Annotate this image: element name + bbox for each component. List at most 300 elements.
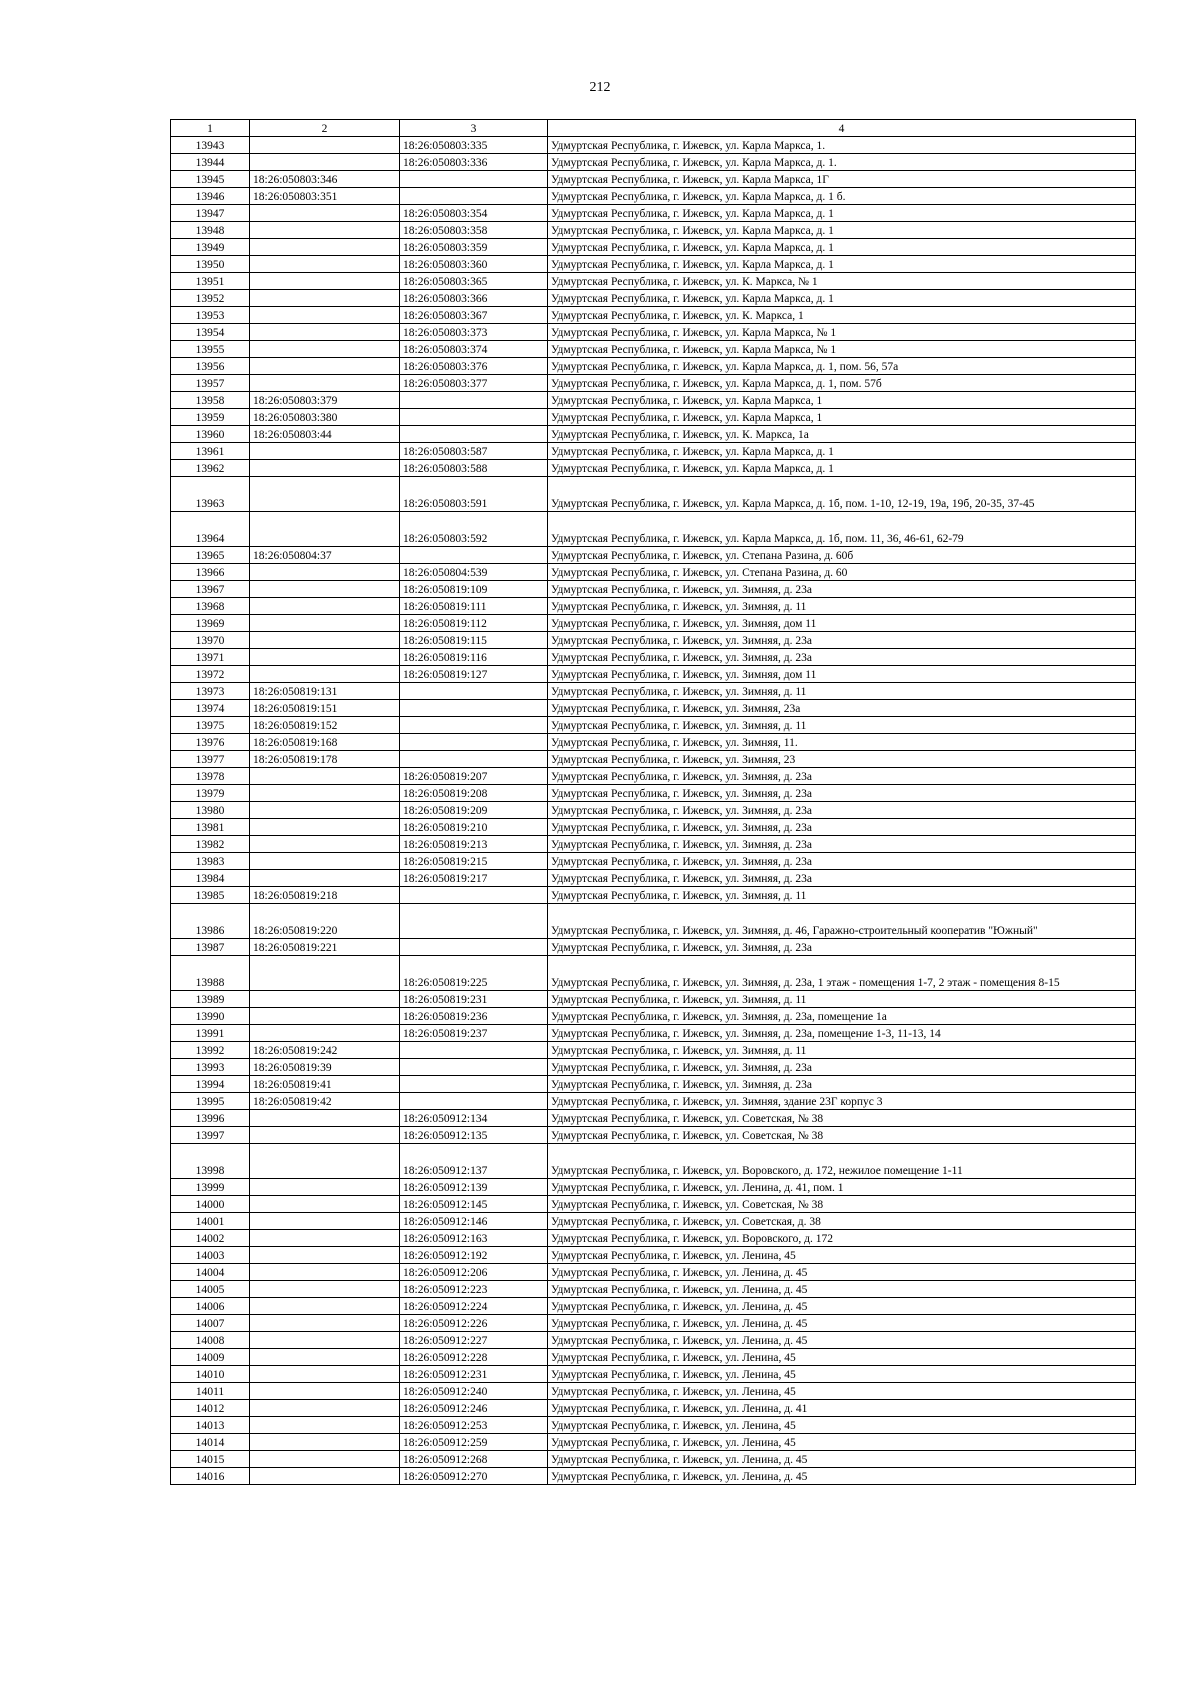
building-cadastral-number-cell xyxy=(400,171,548,188)
row-number-cell: 13961 xyxy=(171,443,250,460)
land-cadastral-number-cell xyxy=(250,991,400,1008)
land-cadastral-number-cell xyxy=(250,137,400,154)
row-number-cell: 13979 xyxy=(171,785,250,802)
table-row xyxy=(171,887,1136,904)
building-cadastral-number-cell: 18:26:050819:111 xyxy=(400,598,548,615)
land-cadastral-number-cell xyxy=(250,341,400,358)
land-cadastral-number-cell xyxy=(250,1451,400,1468)
address-cell: Удмуртская Республика, г. Ижевск, ул. Зимняя, 11. xyxy=(548,734,1136,751)
building-cadastral-number-cell: 18:26:050803:359 xyxy=(400,239,548,256)
address-cell: Удмуртская Республика, г. Ижевск, ул. Карла Маркса, д. 1 xyxy=(548,222,1136,239)
address-cell: Удмуртская Республика, г. Ижевск, ул. Карла Маркса, 1Г xyxy=(548,171,1136,188)
row-number-cell: 14006 xyxy=(171,1298,250,1315)
address-cell: Удмуртская Республика, г. Ижевск, ул. Карла Маркса, д. 1 xyxy=(548,460,1136,477)
table-row xyxy=(171,870,1136,887)
building-cadastral-number-cell: 18:26:050819:213 xyxy=(400,836,548,853)
row-number-cell: 13957 xyxy=(171,375,250,392)
row-number-cell: 13958 xyxy=(171,392,250,409)
land-cadastral-number-cell xyxy=(250,1332,400,1349)
address-cell: Удмуртская Республика, г. Ижевск, ул. К. Маркса, № 1 xyxy=(548,273,1136,290)
address-cell: Удмуртская Республика, г. Ижевск, ул. Степана Разина, д. 60б xyxy=(548,547,1136,564)
building-cadastral-number-cell: 18:26:050819:127 xyxy=(400,666,548,683)
address-cell: Удмуртская Республика, г. Ижевск, ул. Зимняя, д. 23а, помещение 1-3, 11-13, 14 xyxy=(548,1025,1136,1042)
row-number-cell: 13964 xyxy=(171,512,250,547)
address-cell: Удмуртская Республика, г. Ижевск, ул. Зимняя, д. 11 xyxy=(548,683,1136,700)
row-number-cell: 13956 xyxy=(171,358,250,375)
address-cell: Удмуртская Республика, г. Ижевск, ул. Ленина, 45 xyxy=(548,1247,1136,1264)
column-header: 3 xyxy=(400,120,548,137)
address-cell: Удмуртская Республика, г. Ижевск, ул. Зимняя, здание 23Г корпус 3 xyxy=(548,1093,1136,1110)
land-cadastral-number-cell xyxy=(250,836,400,853)
table-row xyxy=(171,154,1136,171)
table-row xyxy=(171,717,1136,734)
row-number-cell: 14014 xyxy=(171,1434,250,1451)
building-cadastral-number-cell: 18:26:050803:587 xyxy=(400,443,548,460)
table-row xyxy=(171,751,1136,768)
table-row xyxy=(171,564,1136,581)
land-cadastral-number-cell xyxy=(250,598,400,615)
table-row xyxy=(171,512,1136,547)
table-row xyxy=(171,256,1136,273)
table-row xyxy=(171,1230,1136,1247)
table-row xyxy=(171,443,1136,460)
building-cadastral-number-cell: 18:26:050912:192 xyxy=(400,1247,548,1264)
building-cadastral-number-cell: 18:26:050804:539 xyxy=(400,564,548,581)
building-cadastral-number-cell: 18:26:050912:224 xyxy=(400,1298,548,1315)
building-cadastral-number-cell: 18:26:050912:231 xyxy=(400,1366,548,1383)
table-row xyxy=(171,477,1136,512)
land-cadastral-number-cell xyxy=(250,1349,400,1366)
land-cadastral-number-cell: 18:26:050819:178 xyxy=(250,751,400,768)
building-cadastral-number-cell: 18:26:050819:210 xyxy=(400,819,548,836)
land-cadastral-number-cell: 18:26:050819:151 xyxy=(250,700,400,717)
building-cadastral-number-cell xyxy=(400,751,548,768)
table-row xyxy=(171,991,1136,1008)
address-cell: Удмуртская Республика, г. Ижевск, ул. Зимняя, д. 11 xyxy=(548,887,1136,904)
row-number-cell: 13948 xyxy=(171,222,250,239)
building-cadastral-number-cell: 18:26:050803:592 xyxy=(400,512,548,547)
building-cadastral-number-cell: 18:26:050803:358 xyxy=(400,222,548,239)
address-cell: Удмуртская Республика, г. Ижевск, ул. Карла Маркса, д. 1 xyxy=(548,290,1136,307)
land-cadastral-number-cell xyxy=(250,1196,400,1213)
address-cell: Удмуртская Республика, г. Ижевск, ул. Ленина, д. 41, пом. 1 xyxy=(548,1179,1136,1196)
building-cadastral-number-cell xyxy=(400,426,548,443)
address-cell: Удмуртская Республика, г. Ижевск, ул. Карла Маркса, д. 1б, пом. 1-10, 12-19, 19а, 19б, 20-35, 37-45 xyxy=(548,477,1136,512)
address-cell: Удмуртская Республика, г. Ижевск, ул. Ленина, д. 45 xyxy=(548,1451,1136,1468)
land-cadastral-number-cell xyxy=(250,477,400,512)
table-row xyxy=(171,1400,1136,1417)
table-row xyxy=(171,1025,1136,1042)
table-row xyxy=(171,1298,1136,1315)
land-cadastral-number-cell: 18:26:050819:41 xyxy=(250,1076,400,1093)
building-cadastral-number-cell: 18:26:050912:134 xyxy=(400,1110,548,1127)
table-row xyxy=(171,1093,1136,1110)
table-row xyxy=(171,1127,1136,1144)
land-cadastral-number-cell xyxy=(250,1008,400,1025)
building-cadastral-number-cell: 18:26:050819:116 xyxy=(400,649,548,666)
land-cadastral-number-cell xyxy=(250,819,400,836)
row-number-cell: 13945 xyxy=(171,171,250,188)
row-number-cell: 13986 xyxy=(171,904,250,939)
land-cadastral-number-cell: 18:26:050819:221 xyxy=(250,939,400,956)
table-row xyxy=(171,324,1136,341)
table-row xyxy=(171,222,1136,239)
table-row xyxy=(171,1213,1136,1230)
building-cadastral-number-cell xyxy=(400,700,548,717)
row-number-cell: 13999 xyxy=(171,1179,250,1196)
land-cadastral-number-cell xyxy=(250,1179,400,1196)
building-cadastral-number-cell: 18:26:050912:228 xyxy=(400,1349,548,1366)
address-cell: Удмуртская Республика, г. Ижевск, ул. Воровского, д. 172 xyxy=(548,1230,1136,1247)
table-row xyxy=(171,290,1136,307)
land-cadastral-number-cell xyxy=(250,1417,400,1434)
building-cadastral-number-cell xyxy=(400,734,548,751)
table-row xyxy=(171,171,1136,188)
land-cadastral-number-cell xyxy=(250,1127,400,1144)
table-row xyxy=(171,239,1136,256)
row-number-cell: 14013 xyxy=(171,1417,250,1434)
building-cadastral-number-cell: 18:26:050819:217 xyxy=(400,870,548,887)
address-cell: Удмуртская Республика, г. Ижевск, ул. Советская, № 38 xyxy=(548,1196,1136,1213)
address-cell: Удмуртская Республика, г. Ижевск, ул. Зимняя, д. 23а xyxy=(548,836,1136,853)
land-cadastral-number-cell xyxy=(250,1144,400,1179)
address-cell: Удмуртская Республика, г. Ижевск, ул. Зимняя, д. 23а xyxy=(548,581,1136,598)
row-number-cell: 13965 xyxy=(171,547,250,564)
address-cell: Удмуртская Республика, г. Ижевск, ул. Воровского, д. 172, нежилое помещение 1-11 xyxy=(548,1144,1136,1179)
land-cadastral-number-cell xyxy=(250,512,400,547)
building-cadastral-number-cell: 18:26:050803:374 xyxy=(400,341,548,358)
table-row xyxy=(171,1315,1136,1332)
address-cell: Удмуртская Республика, г. Ижевск, ул. К. Маркса, 1 xyxy=(548,307,1136,324)
address-cell: Удмуртская Республика, г. Ижевск, ул. Зимняя, д. 23а xyxy=(548,870,1136,887)
table-row xyxy=(171,1417,1136,1434)
land-cadastral-number-cell xyxy=(250,307,400,324)
address-cell: Удмуртская Республика, г. Ижевск, ул. Ленина, 45 xyxy=(548,1366,1136,1383)
table-row xyxy=(171,1008,1136,1025)
land-cadastral-number-cell xyxy=(250,649,400,666)
address-cell: Удмуртская Республика, г. Ижевск, ул. Карла Маркса, д. 1 xyxy=(548,205,1136,222)
building-cadastral-number-cell xyxy=(400,904,548,939)
table-row xyxy=(171,1332,1136,1349)
row-number-cell: 13994 xyxy=(171,1076,250,1093)
address-cell: Удмуртская Республика, г. Ижевск, ул. Карла Маркса, д. 1, пом. 57б xyxy=(548,375,1136,392)
address-cell: Удмуртская Республика, г. Ижевск, ул. Ленина, 45 xyxy=(548,1417,1136,1434)
building-cadastral-number-cell: 18:26:050803:588 xyxy=(400,460,548,477)
building-cadastral-number-cell: 18:26:050819:236 xyxy=(400,1008,548,1025)
building-cadastral-number-cell xyxy=(400,717,548,734)
building-cadastral-number-cell: 18:26:050912:259 xyxy=(400,1434,548,1451)
table-row xyxy=(171,683,1136,700)
address-cell: Удмуртская Республика, г. Ижевск, ул. Зимняя, д. 11 xyxy=(548,717,1136,734)
land-cadastral-number-cell xyxy=(250,802,400,819)
address-cell: Удмуртская Республика, г. Ижевск, ул. Карла Маркса, № 1 xyxy=(548,341,1136,358)
table-row xyxy=(171,1281,1136,1298)
table-row xyxy=(171,1042,1136,1059)
table-body xyxy=(171,137,1136,1485)
building-cadastral-number-cell: 18:26:050819:225 xyxy=(400,956,548,991)
building-cadastral-number-cell xyxy=(400,939,548,956)
building-cadastral-number-cell: 18:26:050912:270 xyxy=(400,1468,548,1485)
address-cell: Удмуртская Республика, г. Ижевск, ул. Зимняя, д. 23а xyxy=(548,819,1136,836)
building-cadastral-number-cell: 18:26:050912:135 xyxy=(400,1127,548,1144)
address-cell: Удмуртская Республика, г. Ижевск, ул. Зимняя, 23а xyxy=(548,700,1136,717)
row-number-cell: 13973 xyxy=(171,683,250,700)
table-row xyxy=(171,341,1136,358)
table-row xyxy=(171,1110,1136,1127)
land-cadastral-number-cell xyxy=(250,956,400,991)
land-cadastral-number-cell: 18:26:050803:379 xyxy=(250,392,400,409)
table-row xyxy=(171,853,1136,870)
row-number-cell: 13968 xyxy=(171,598,250,615)
land-cadastral-number-cell xyxy=(250,1315,400,1332)
building-cadastral-number-cell: 18:26:050803:591 xyxy=(400,477,548,512)
address-cell: Удмуртская Республика, г. Ижевск, ул. Карла Маркса, д. 1 xyxy=(548,239,1136,256)
land-cadastral-number-cell: 18:26:050819:131 xyxy=(250,683,400,700)
address-cell: Удмуртская Республика, г. Ижевск, ул. Карла Маркса, д. 1б, пом. 11, 36, 46-61, 62-79 xyxy=(548,512,1136,547)
table-row xyxy=(171,307,1136,324)
table-row xyxy=(171,598,1136,615)
table-row xyxy=(171,700,1136,717)
address-cell: Удмуртская Республика, г. Ижевск, ул. Ленина, 45 xyxy=(548,1383,1136,1400)
land-cadastral-number-cell: 18:26:050819:152 xyxy=(250,717,400,734)
address-cell: Удмуртская Республика, г. Ижевск, ул. Зимняя, дом 11 xyxy=(548,666,1136,683)
building-cadastral-number-cell: 18:26:050819:207 xyxy=(400,768,548,785)
row-number-cell: 13991 xyxy=(171,1025,250,1042)
address-cell: Удмуртская Республика, г. Ижевск, ул. Советская, д. 38 xyxy=(548,1213,1136,1230)
address-cell: Удмуртская Республика, г. Ижевск, ул. Зимняя, д. 23а xyxy=(548,1059,1136,1076)
building-cadastral-number-cell: 18:26:050912:146 xyxy=(400,1213,548,1230)
building-cadastral-number-cell: 18:26:050912:268 xyxy=(400,1451,548,1468)
row-number-cell: 14016 xyxy=(171,1468,250,1485)
land-cadastral-number-cell xyxy=(250,324,400,341)
table-row xyxy=(171,649,1136,666)
table-row xyxy=(171,1468,1136,1485)
row-number-cell: 13954 xyxy=(171,324,250,341)
row-number-cell: 13949 xyxy=(171,239,250,256)
land-cadastral-number-cell: 18:26:050819:242 xyxy=(250,1042,400,1059)
building-cadastral-number-cell: 18:26:050819:209 xyxy=(400,802,548,819)
row-number-cell: 13995 xyxy=(171,1093,250,1110)
land-cadastral-number-cell xyxy=(250,870,400,887)
row-number-cell: 14012 xyxy=(171,1400,250,1417)
address-cell: Удмуртская Республика, г. Ижевск, ул. К. Маркса, 1а xyxy=(548,426,1136,443)
address-cell: Удмуртская Республика, г. Ижевск, ул. Зимняя, д. 23а xyxy=(548,649,1136,666)
table-header xyxy=(171,120,1136,137)
row-number-cell: 14000 xyxy=(171,1196,250,1213)
land-cadastral-number-cell xyxy=(250,1281,400,1298)
table-row xyxy=(171,939,1136,956)
building-cadastral-number-cell: 18:26:050803:365 xyxy=(400,273,548,290)
address-cell: Удмуртская Республика, г. Ижевск, ул. Степана Разина, д. 60 xyxy=(548,564,1136,581)
address-cell: Удмуртская Республика, г. Ижевск, ул. Зимняя, д. 23а xyxy=(548,632,1136,649)
table-row xyxy=(171,460,1136,477)
address-cell: Удмуртская Республика, г. Ижевск, ул. Зимняя, д. 11 xyxy=(548,1042,1136,1059)
land-cadastral-number-cell: 18:26:050819:220 xyxy=(250,904,400,939)
column-header: 4 xyxy=(548,120,1136,137)
row-number-cell: 13978 xyxy=(171,768,250,785)
table-row xyxy=(171,1264,1136,1281)
address-cell: Удмуртская Республика, г. Ижевск, ул. Карла Маркса, д. 1 xyxy=(548,256,1136,273)
table-row xyxy=(171,392,1136,409)
land-cadastral-number-cell xyxy=(250,1110,400,1127)
land-cadastral-number-cell: 18:26:050819:39 xyxy=(250,1059,400,1076)
address-cell: Удмуртская Республика, г. Ижевск, ул. Карла Маркса, 1. xyxy=(548,137,1136,154)
address-cell: Удмуртская Республика, г. Ижевск, ул. Зимняя, д. 23а xyxy=(548,802,1136,819)
land-cadastral-number-cell xyxy=(250,1025,400,1042)
table-row xyxy=(171,426,1136,443)
land-cadastral-number-cell xyxy=(250,154,400,171)
table-row xyxy=(171,409,1136,426)
address-cell: Удмуртская Республика, г. Ижевск, ул. Зимняя, д. 23а xyxy=(548,1076,1136,1093)
land-cadastral-number-cell xyxy=(250,1383,400,1400)
address-cell: Удмуртская Республика, г. Ижевск, ул. Ленина, д. 45 xyxy=(548,1264,1136,1281)
table-row xyxy=(171,956,1136,991)
land-cadastral-number-cell xyxy=(250,256,400,273)
address-cell: Удмуртская Республика, г. Ижевск, ул. Ленина, д. 45 xyxy=(548,1468,1136,1485)
building-cadastral-number-cell xyxy=(400,392,548,409)
row-number-cell: 13975 xyxy=(171,717,250,734)
building-cadastral-number-cell xyxy=(400,1042,548,1059)
building-cadastral-number-cell: 18:26:050912:240 xyxy=(400,1383,548,1400)
row-number-cell: 13963 xyxy=(171,477,250,512)
address-cell: Удмуртская Республика, г. Ижевск, ул. Ленина, 45 xyxy=(548,1349,1136,1366)
row-number-cell: 13984 xyxy=(171,870,250,887)
land-cadastral-number-cell xyxy=(250,1366,400,1383)
row-number-cell: 13962 xyxy=(171,460,250,477)
table-row xyxy=(171,1076,1136,1093)
building-cadastral-number-cell: 18:26:050803:360 xyxy=(400,256,548,273)
building-cadastral-number-cell: 18:26:050803:354 xyxy=(400,205,548,222)
address-cell: Удмуртская Республика, г. Ижевск, ул. Карла Маркса, д. 1, пом. 56, 57а xyxy=(548,358,1136,375)
land-cadastral-number-cell xyxy=(250,768,400,785)
building-cadastral-number-cell: 18:26:050819:115 xyxy=(400,632,548,649)
row-number-cell: 13993 xyxy=(171,1059,250,1076)
row-number-cell: 13997 xyxy=(171,1127,250,1144)
row-number-cell: 13976 xyxy=(171,734,250,751)
land-cadastral-number-cell xyxy=(250,375,400,392)
address-cell: Удмуртская Республика, г. Ижевск, ул. Карла Маркса, 1 xyxy=(548,409,1136,426)
building-cadastral-number-cell: 18:26:050803:377 xyxy=(400,375,548,392)
address-cell: Удмуртская Республика, г. Ижевск, ул. Зимняя, д. 23а xyxy=(548,853,1136,870)
table-row xyxy=(171,802,1136,819)
row-number-cell: 13983 xyxy=(171,853,250,870)
building-cadastral-number-cell: 18:26:050803:335 xyxy=(400,137,548,154)
row-number-cell: 14011 xyxy=(171,1383,250,1400)
row-number-cell: 13946 xyxy=(171,188,250,205)
building-cadastral-number-cell: 18:26:050912:253 xyxy=(400,1417,548,1434)
building-cadastral-number-cell: 18:26:050803:373 xyxy=(400,324,548,341)
land-cadastral-number-cell xyxy=(250,1247,400,1264)
table-row xyxy=(171,547,1136,564)
registry-table xyxy=(170,119,1136,1485)
header-row xyxy=(171,120,1136,137)
land-cadastral-number-cell: 18:26:050803:44 xyxy=(250,426,400,443)
building-cadastral-number-cell: 18:26:050819:231 xyxy=(400,991,548,1008)
table-row xyxy=(171,904,1136,939)
row-number-cell: 14008 xyxy=(171,1332,250,1349)
row-number-cell: 13947 xyxy=(171,205,250,222)
building-cadastral-number-cell xyxy=(400,887,548,904)
column-header: 1 xyxy=(171,120,250,137)
building-cadastral-number-cell: 18:26:050819:109 xyxy=(400,581,548,598)
address-cell: Удмуртская Республика, г. Ижевск, ул. Ленина, д. 45 xyxy=(548,1315,1136,1332)
table-row xyxy=(171,1179,1136,1196)
land-cadastral-number-cell: 18:26:050803:346 xyxy=(250,171,400,188)
building-cadastral-number-cell: 18:26:050912:163 xyxy=(400,1230,548,1247)
row-number-cell: 13977 xyxy=(171,751,250,768)
table-row xyxy=(171,1349,1136,1366)
row-number-cell: 13955 xyxy=(171,341,250,358)
land-cadastral-number-cell: 18:26:050803:380 xyxy=(250,409,400,426)
land-cadastral-number-cell xyxy=(250,1264,400,1281)
building-cadastral-number-cell xyxy=(400,409,548,426)
row-number-cell: 14015 xyxy=(171,1451,250,1468)
table-row xyxy=(171,581,1136,598)
row-number-cell: 14010 xyxy=(171,1366,250,1383)
table-row xyxy=(171,1383,1136,1400)
address-cell: Удмуртская Республика, г. Ижевск, ул. Зимняя, д. 23а, помещение 1а xyxy=(548,1008,1136,1025)
row-number-cell: 13960 xyxy=(171,426,250,443)
building-cadastral-number-cell: 18:26:050803:366 xyxy=(400,290,548,307)
row-number-cell: 13985 xyxy=(171,887,250,904)
address-cell: Удмуртская Республика, г. Ижевск, ул. Зимняя, д. 23а xyxy=(548,939,1136,956)
land-cadastral-number-cell xyxy=(250,564,400,581)
land-cadastral-number-cell xyxy=(250,205,400,222)
building-cadastral-number-cell: 18:26:050803:376 xyxy=(400,358,548,375)
table-row xyxy=(171,819,1136,836)
building-cadastral-number-cell: 18:26:050819:237 xyxy=(400,1025,548,1042)
building-cadastral-number-cell xyxy=(400,1093,548,1110)
row-number-cell: 14002 xyxy=(171,1230,250,1247)
land-cadastral-number-cell: 18:26:050803:351 xyxy=(250,188,400,205)
row-number-cell: 13970 xyxy=(171,632,250,649)
building-cadastral-number-cell xyxy=(400,1059,548,1076)
address-cell: Удмуртская Республика, г. Ижевск, ул. Карла Маркса, д. 1. xyxy=(548,154,1136,171)
row-number-cell: 14009 xyxy=(171,1349,250,1366)
row-number-cell: 14001 xyxy=(171,1213,250,1230)
building-cadastral-number-cell: 18:26:050819:112 xyxy=(400,615,548,632)
table-row xyxy=(171,375,1136,392)
building-cadastral-number-cell: 18:26:050819:215 xyxy=(400,853,548,870)
table-row xyxy=(171,632,1136,649)
table-row xyxy=(171,768,1136,785)
row-number-cell: 14007 xyxy=(171,1315,250,1332)
building-cadastral-number-cell: 18:26:050912:137 xyxy=(400,1144,548,1179)
table-row xyxy=(171,836,1136,853)
row-number-cell: 13998 xyxy=(171,1144,250,1179)
address-cell: Удмуртская Республика, г. Ижевск, ул. Зимняя, д. 46, Гаражно-строительный кооператив "Южный" xyxy=(548,904,1136,939)
row-number-cell: 13951 xyxy=(171,273,250,290)
row-number-cell: 13987 xyxy=(171,939,250,956)
row-number-cell: 14003 xyxy=(171,1247,250,1264)
table-row xyxy=(171,358,1136,375)
address-cell: Удмуртская Республика, г. Ижевск, ул. Зимняя, д. 23а xyxy=(548,785,1136,802)
row-number-cell: 13989 xyxy=(171,991,250,1008)
address-cell: Удмуртская Республика, г. Ижевск, ул. Советская, № 38 xyxy=(548,1127,1136,1144)
building-cadastral-number-cell: 18:26:050803:336 xyxy=(400,154,548,171)
address-cell: Удмуртская Республика, г. Ижевск, ул. Зимняя, дом 11 xyxy=(548,615,1136,632)
row-number-cell: 13959 xyxy=(171,409,250,426)
land-cadastral-number-cell xyxy=(250,443,400,460)
building-cadastral-number-cell xyxy=(400,1076,548,1093)
table-row xyxy=(171,1451,1136,1468)
row-number-cell: 13967 xyxy=(171,581,250,598)
table-row xyxy=(171,137,1136,154)
address-cell: Удмуртская Республика, г. Ижевск, ул. Советская, № 38 xyxy=(548,1110,1136,1127)
row-number-cell: 13943 xyxy=(171,137,250,154)
row-number-cell: 13969 xyxy=(171,615,250,632)
column-header: 2 xyxy=(250,120,400,137)
